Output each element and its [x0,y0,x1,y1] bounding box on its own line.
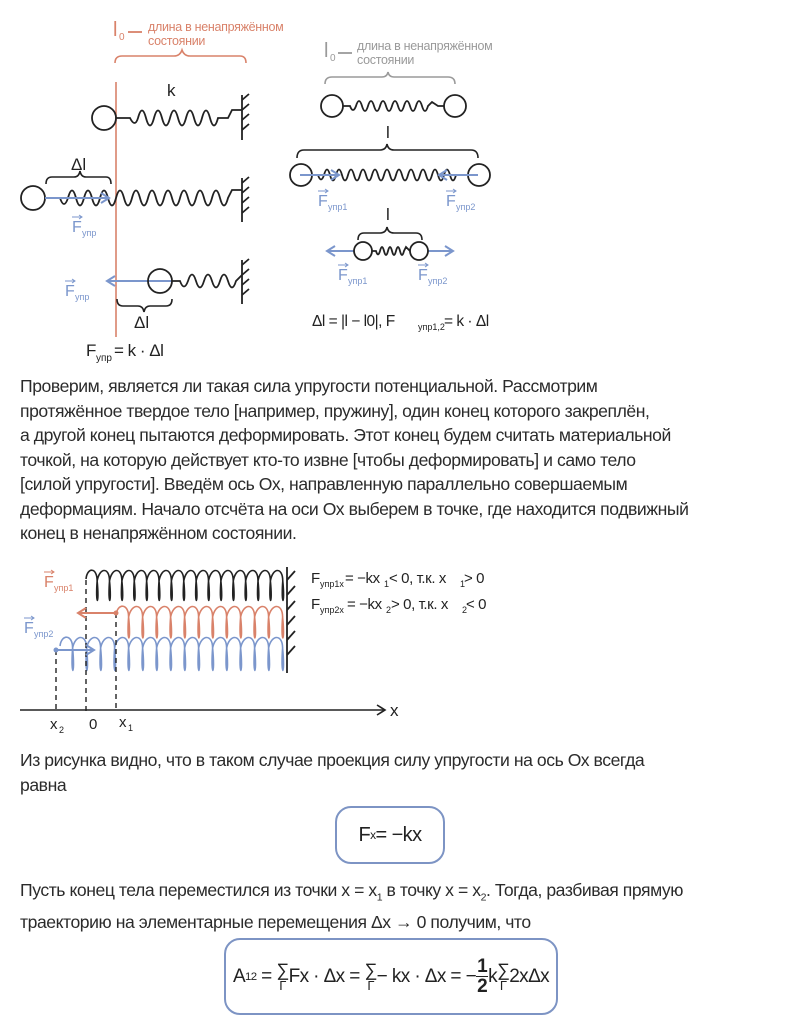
end-point-2 [54,648,59,653]
text-line: деформациям. Начало отсчёта на оси Ох выберем в точке, где находится подвижный [20,498,689,519]
formula-k: k [488,965,497,987]
mass-ball [21,186,45,210]
delta-l-label: Δl [134,313,150,332]
l0-caption-line2: состоянии [148,34,206,48]
sum-symbol: ∑ [276,960,289,980]
figure-spring-compression-stretch [0,0,300,370]
sum-operator [276,961,288,992]
l0-symbol: l [113,19,118,41]
fraction [476,957,488,996]
text-span: в точку x = x [382,880,481,900]
text-sub: 1 [376,891,383,904]
f1-label: F [44,574,54,591]
sum-symbol: ∑ [496,960,510,980]
term3: 2xΔx [509,965,550,987]
figure-two-body-spring [280,30,530,340]
ball-right [444,95,466,117]
delta-l-formula-sub: упр1,2 [418,322,445,332]
hooke-formula-rest: = k · Δl [114,341,164,360]
length-label: l [386,123,390,142]
formula-box-work-sum [224,938,558,1015]
tick-x1: x [119,714,127,731]
force2-sub: упр2 [456,202,476,212]
svg-text:= −kx: = −kx [347,596,382,613]
formula-eq: = [256,965,277,987]
sum-index: Г [499,978,507,993]
equation-2 [311,596,486,615]
svg-text:F: F [311,596,321,613]
axis-label: x [390,701,399,720]
svg-text:> 0, т.к. x: > 0, т.к. x [391,596,448,613]
force2-label: F [418,267,428,284]
length-label: l [386,205,390,224]
force2-sub: упр2 [428,276,448,286]
text-line: Проверим, является ли такая сила упругости потенциальной. Рассмотрим [20,376,598,396]
spring [116,110,242,126]
text-line: а другой конец пытаются деформировать. Этот конец будем считать материальной [20,425,671,445]
svg-text:упр2x: упр2x [320,605,344,615]
delta-l-label: Δl [71,155,87,174]
l0-symbol: l [324,40,329,62]
text-line: равна [20,774,67,795]
wall-hatch [287,567,295,673]
formula-eq: = [344,965,365,987]
ball-left [321,95,343,117]
ball-right [410,242,428,260]
text-line: точкой, на которую действует кто-то извне [чтобы деформировать] и само тело [20,449,636,470]
spring-neutral [86,570,284,600]
delta-l-formula-part1: Δl = |l − l0|, F [312,313,395,330]
sum-operator [497,961,509,992]
tick-x2: x [50,716,58,733]
svg-text:> 0: > 0 [464,570,485,587]
l0-caption-line1: длина в ненапряжённом [148,20,284,34]
svg-text:2: 2 [462,605,468,615]
force-label: F [65,283,75,300]
l0-subscript: 0 [330,53,336,64]
text-span: . Тогда, разбивая прямую [486,880,684,900]
paragraph-projection [20,748,780,797]
text-line [20,878,780,910]
term2: − kx · Δx [376,965,446,987]
text-span: Пусть конец тела переместился из точки x = x [20,880,377,900]
spring [343,101,444,111]
ball-left [354,242,372,260]
svg-text:= −kx: = −kx [345,570,380,587]
spring-stretched [116,606,283,638]
svg-text:2: 2 [386,605,392,615]
paragraph-work [20,878,780,935]
formula-A: A [232,965,246,987]
formula-eq: = − [445,965,477,987]
tick-x1-sub: 1 [128,723,134,733]
end-point-1 [114,611,119,616]
term1: Fx · Δx [288,965,345,987]
force-arrow-1 [78,608,116,618]
figure-spring-on-axis [0,555,500,740]
formula-F: F [358,823,371,846]
sum-symbol: ∑ [364,960,377,980]
text-sub: 2 [480,891,487,904]
force-label: F [72,219,82,236]
x-axis [20,705,385,715]
wall-hatch [242,177,249,222]
force2-label: F [446,193,456,210]
tick-0: 0 [89,716,98,733]
l-brace [358,227,422,240]
sum-operator [364,961,376,992]
l0-caption-line2: состоянии [357,53,415,67]
svg-text:1: 1 [460,579,466,589]
force1-sub: упр1 [348,276,368,286]
force-arrow-2 [56,645,94,655]
f2-sub: упр2 [34,629,54,639]
force-arrow-2 [439,170,478,180]
spring-constant-label: k [167,81,176,100]
sum-index: Г [367,978,374,993]
formula-box-hooke-projection [335,806,445,864]
l0-caption-line1: длина в ненапряжённом [357,39,493,53]
l0-brace [325,72,455,84]
equation-1 [311,570,484,589]
formula-sub: x [370,828,376,842]
delta-l-formula-part2: = k · Δl [444,313,489,330]
l-brace [297,144,478,158]
f1-sub: упр1 [54,583,74,593]
force1-label: F [338,267,348,284]
hooke-formula-F: F [86,341,97,360]
formula-rest: = −kx [375,823,422,846]
text-line: траекторию на элементарные перемещения Δx → 0 получим, что [20,912,531,933]
force1-sub: упр1 [328,202,348,212]
wall-hatch [242,259,249,304]
paragraph-potential-force [20,374,780,546]
mass-ball [92,106,116,130]
fraction-denominator: 2 [477,976,488,997]
l0-subscript: 0 [119,32,125,43]
l0-brace [115,50,246,63]
spring [172,275,242,288]
f2-label: F [24,620,34,637]
text-line: Из рисунка видно, что в таком случае проекция силу упругости на ось Ох всегда [20,750,645,770]
fraction-numerator: 1 [477,956,488,977]
spring-compressed [60,637,283,670]
tick-x2-sub: 2 [59,725,65,735]
svg-text:F: F [311,570,321,587]
formula-A-sub: 12 [245,970,257,983]
text-line: конец в ненапряжённом состоянии. [20,523,297,543]
force1-label: F [318,193,328,210]
delta-l-brace [117,299,172,312]
sum-index: Г [279,978,286,993]
force-subscript: упр [75,292,90,302]
text-line: [силой упругости]. Введём ось Ох, направленную параллельно совершаемым [20,474,628,494]
force-subscript: упр [82,228,97,238]
spring [372,247,410,255]
text-line: протяжённое твердое тело [например, пружину], один конец которого закреплён, [20,400,650,421]
svg-text:упр1x: упр1x [320,579,344,589]
svg-text:< 0, т.к. x: < 0, т.к. x [389,570,446,587]
hooke-formula-sub: упр [96,353,112,364]
svg-text:1: 1 [384,579,390,589]
svg-text:< 0: < 0 [466,596,487,613]
wall-hatch [242,94,249,140]
